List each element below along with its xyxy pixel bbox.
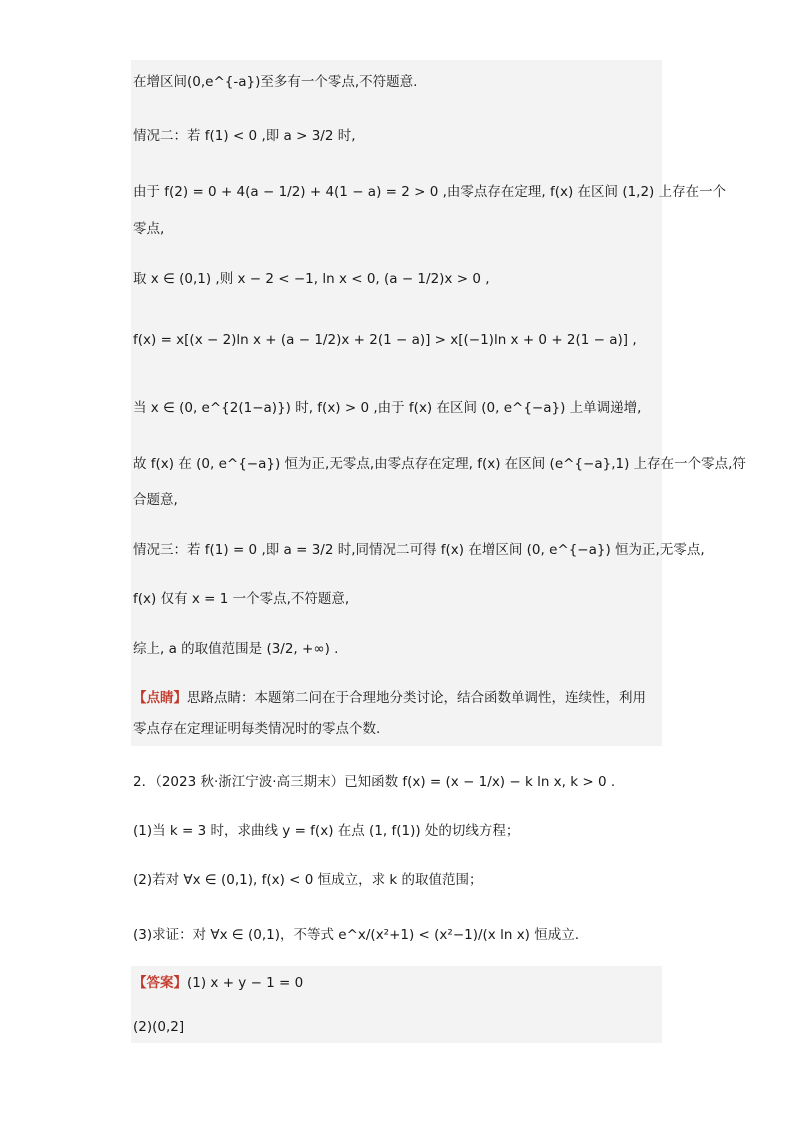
note-label: 【点睛】 xyxy=(133,690,187,706)
note-text: 思路点睛：本题第二问在于合理地分类讨论，结合函数单调性，连续性，利用 xyxy=(187,690,646,706)
answer-line: (2)(0,2] xyxy=(133,1019,185,1035)
question-part-3: (3)求证：对 ∀x ∈ (0,1)，不等式 e^x/(x²+1) < (x²−1)/(x ln x) 恒成立. xyxy=(133,927,580,943)
answer-line xyxy=(133,974,303,992)
question-part-2: (2)若对 ∀x ∈ (0,1), f(x) < 0 恒成立，求 k 的取值范围； xyxy=(133,872,483,888)
answer-label: 【答案】 xyxy=(133,975,187,991)
note-line xyxy=(133,689,646,707)
text-line: 在增区间(0,e^{-a})至多有一个零点,不符题意. xyxy=(133,74,418,90)
text-line: 综上, a 的取值范围是 (3/2, +∞) . xyxy=(133,641,339,657)
text-line: 情况二：若 f(1) < 0 ,即 a > 3/2 时, xyxy=(133,128,356,144)
text-line: 合题意, xyxy=(133,492,178,508)
text-line: 情况三：若 f(1) = 0 ,即 a = 3/2 时,同情况二可得 f(x) 在增区间 (0, e^{−a}) 恒为正,无零点, xyxy=(133,542,705,558)
formula-line: f(x) = x[(x − 2)ln x + (a − 1/2)x + 2(1 − a)] > x[(−1)ln x + 0 + 2(1 − a)] , xyxy=(133,332,637,348)
text-line: 取 x ∈ (0,1) ,则 x − 2 < −1, ln x < 0, (a − 1/2)x > 0 , xyxy=(133,271,490,287)
question-part-1: (1)当 k = 3 时，求曲线 y = f(x) 在点 (1, f(1)) 处的切线方程； xyxy=(133,823,520,839)
question-title: 2．（2023 秋·浙江宁波·高三期末）已知函数 f(x) = (x − 1/x) − k ln x, k > 0 . xyxy=(133,774,616,790)
text-line: 故 f(x) 在 (0, e^{−a}) 恒为正,无零点,由零点存在定理, f(x) 在区间 (e^{−a},1) 上存在一个零点,符 xyxy=(133,456,746,472)
text-line: 当 x ∈ (0, e^{2(1−a)}) 时, f(x) > 0 ,由于 f(x) 在区间 (0, e^{−a}) 上单调递增, xyxy=(133,400,642,416)
answer-text: (1) x + y − 1 = 0 xyxy=(187,975,304,991)
text-line: 由于 f(2) = 0 + 4(a − 1/2) + 4(1 − a) = 2 > 0 ,由零点存在定理, f(x) 在区间 (1,2) 上存在一个 xyxy=(133,184,727,200)
text-line: f(x) 仅有 x = 1 一个零点,不符题意, xyxy=(133,591,350,607)
text-line: 零点, xyxy=(133,221,165,237)
text-line: 零点存在定理证明每类情况时的零点个数. xyxy=(133,721,381,737)
